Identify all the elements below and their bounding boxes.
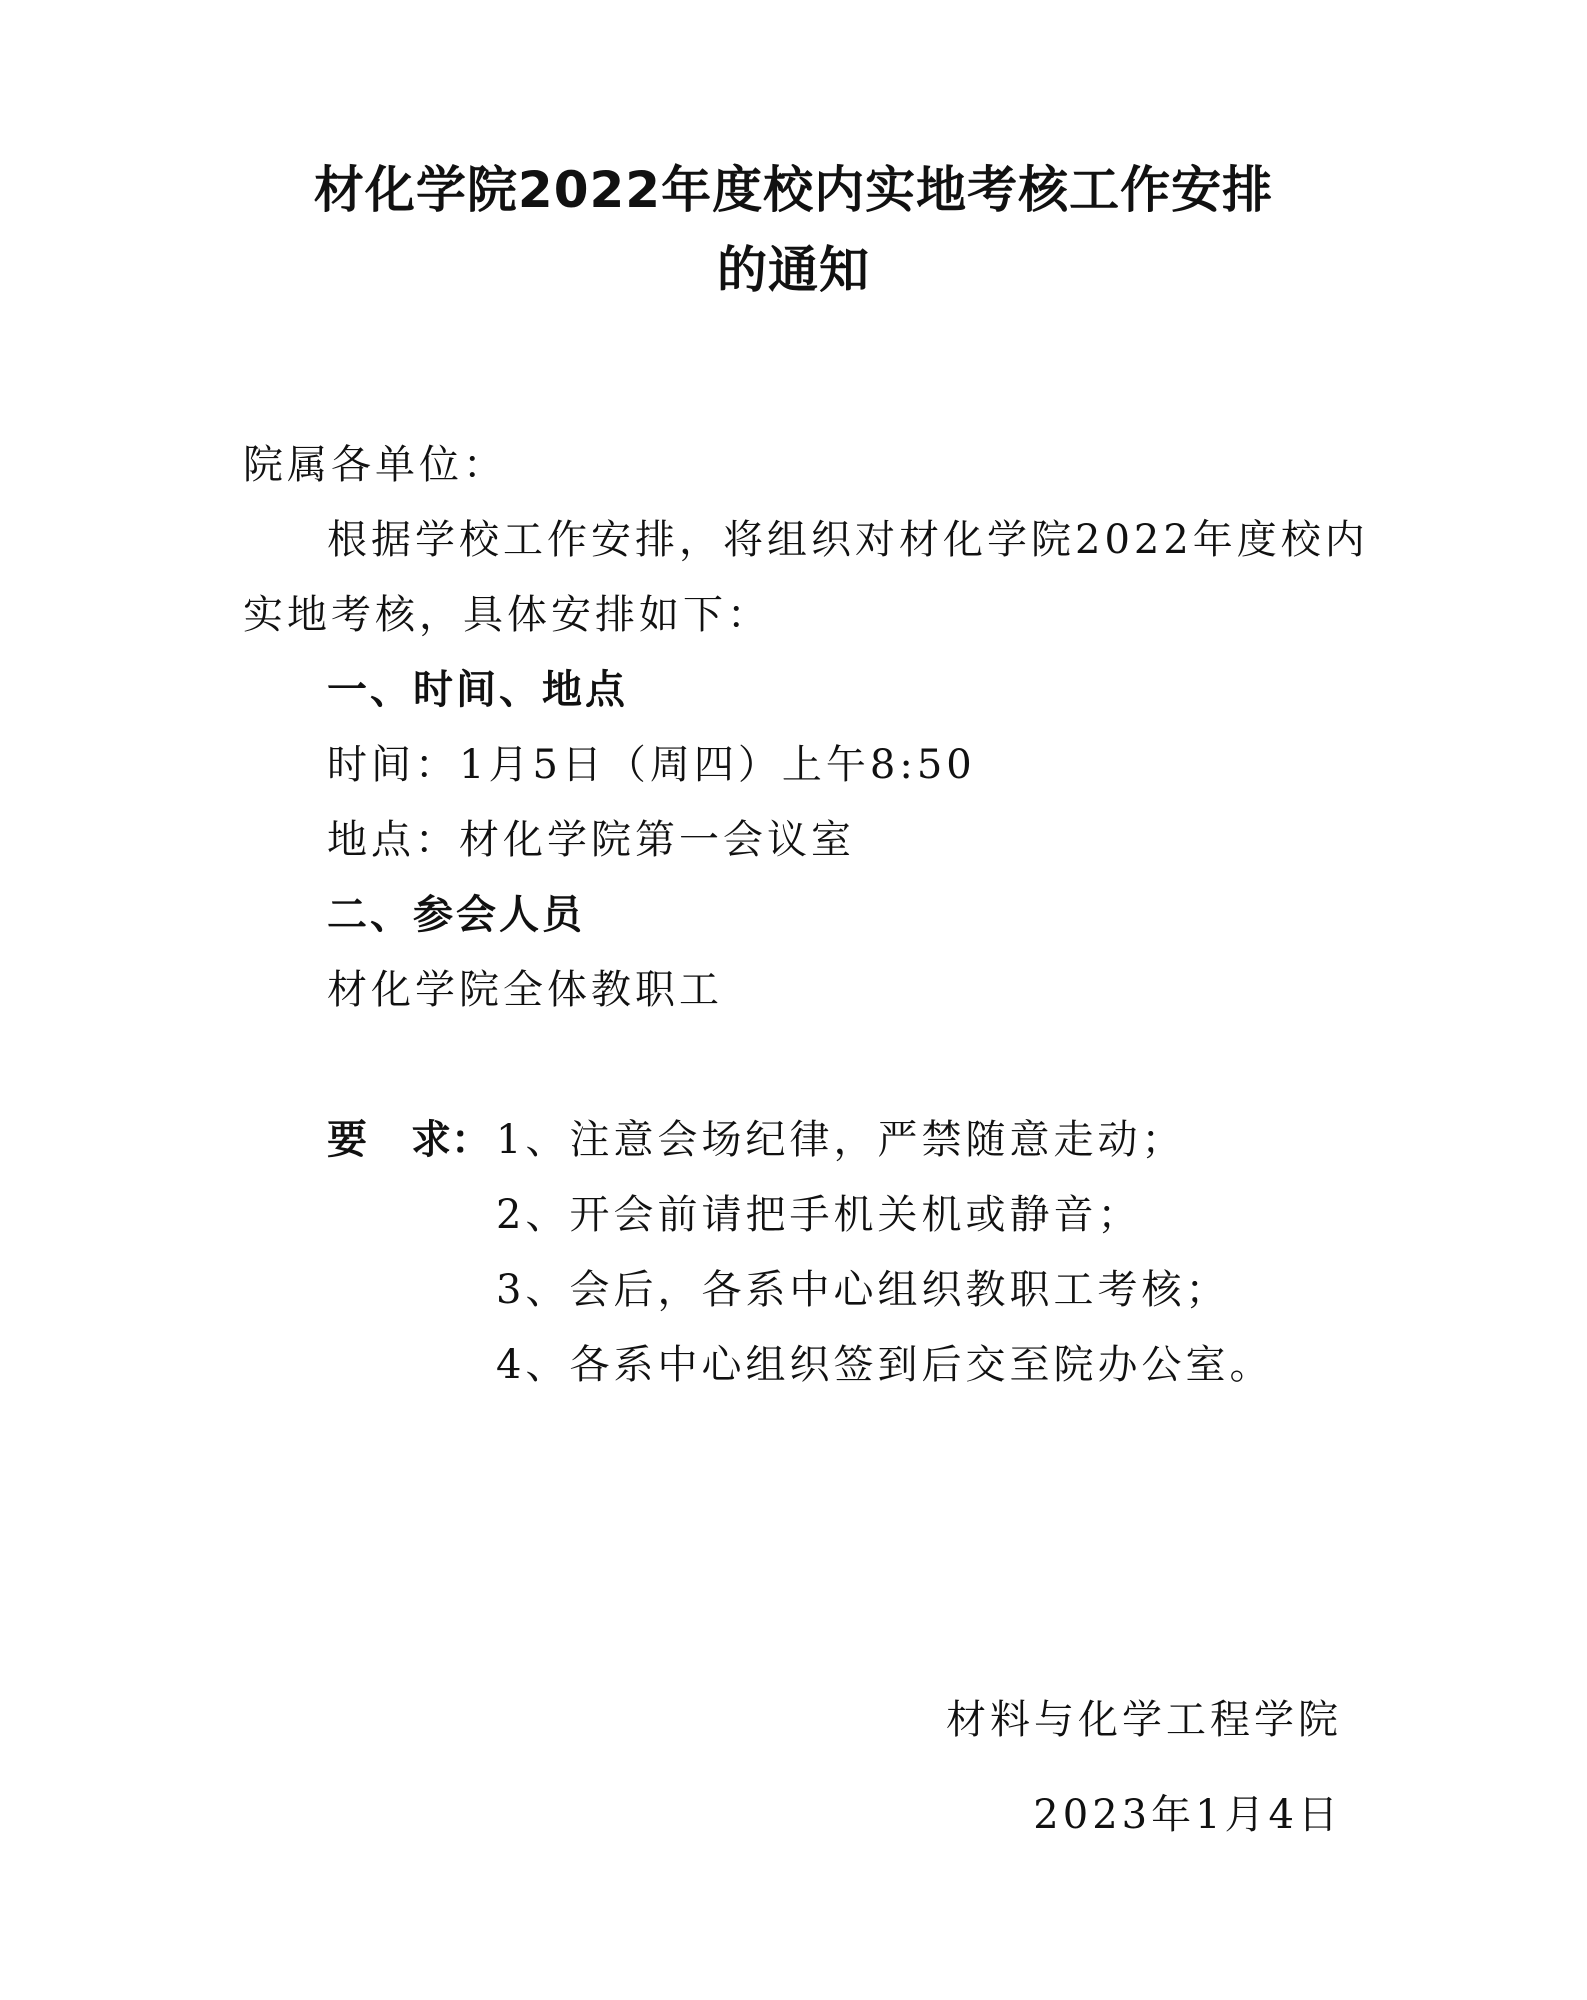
requirement-item: 3、会后，各系中心组织教职工考核； bbox=[496, 1267, 1230, 1313]
meeting-time: 时间：1月5日（周四）上午8:50 bbox=[327, 742, 976, 788]
document-title-line2: 的通知 bbox=[717, 241, 870, 299]
document-title-line1: 材化学院2022年度校内实地考核工作安排 bbox=[313, 161, 1274, 219]
requirement-item: 1、注意会场纪律，严禁随意走动； bbox=[496, 1117, 1186, 1163]
intro-line2: 实地考核，具体安排如下： bbox=[243, 592, 771, 638]
salutation: 院属各单位： bbox=[243, 442, 507, 488]
intro-line1: 根据学校工作安排，将组织对材化学院2022年度校内 bbox=[327, 517, 1369, 563]
requirements-label-part2: 求： bbox=[411, 1117, 491, 1163]
requirement-item: 4、各系中心组织签到后交至院办公室。 bbox=[496, 1342, 1274, 1388]
section1-heading: 一、时间、地点 bbox=[327, 667, 628, 713]
meeting-place: 地点：材化学院第一会议室 bbox=[327, 817, 855, 863]
attendees: 材化学院全体教职工 bbox=[327, 967, 723, 1013]
signature-date: 2023年1月4日 bbox=[1033, 1792, 1342, 1838]
requirement-item: 2、开会前请把手机关机或静音； bbox=[496, 1192, 1142, 1238]
signature-organization: 材料与化学工程学院 bbox=[946, 1697, 1342, 1743]
requirements-label bbox=[327, 1115, 491, 1165]
requirements-label-part1: 要 bbox=[327, 1117, 367, 1163]
section2-heading: 二、参会人员 bbox=[327, 892, 585, 938]
